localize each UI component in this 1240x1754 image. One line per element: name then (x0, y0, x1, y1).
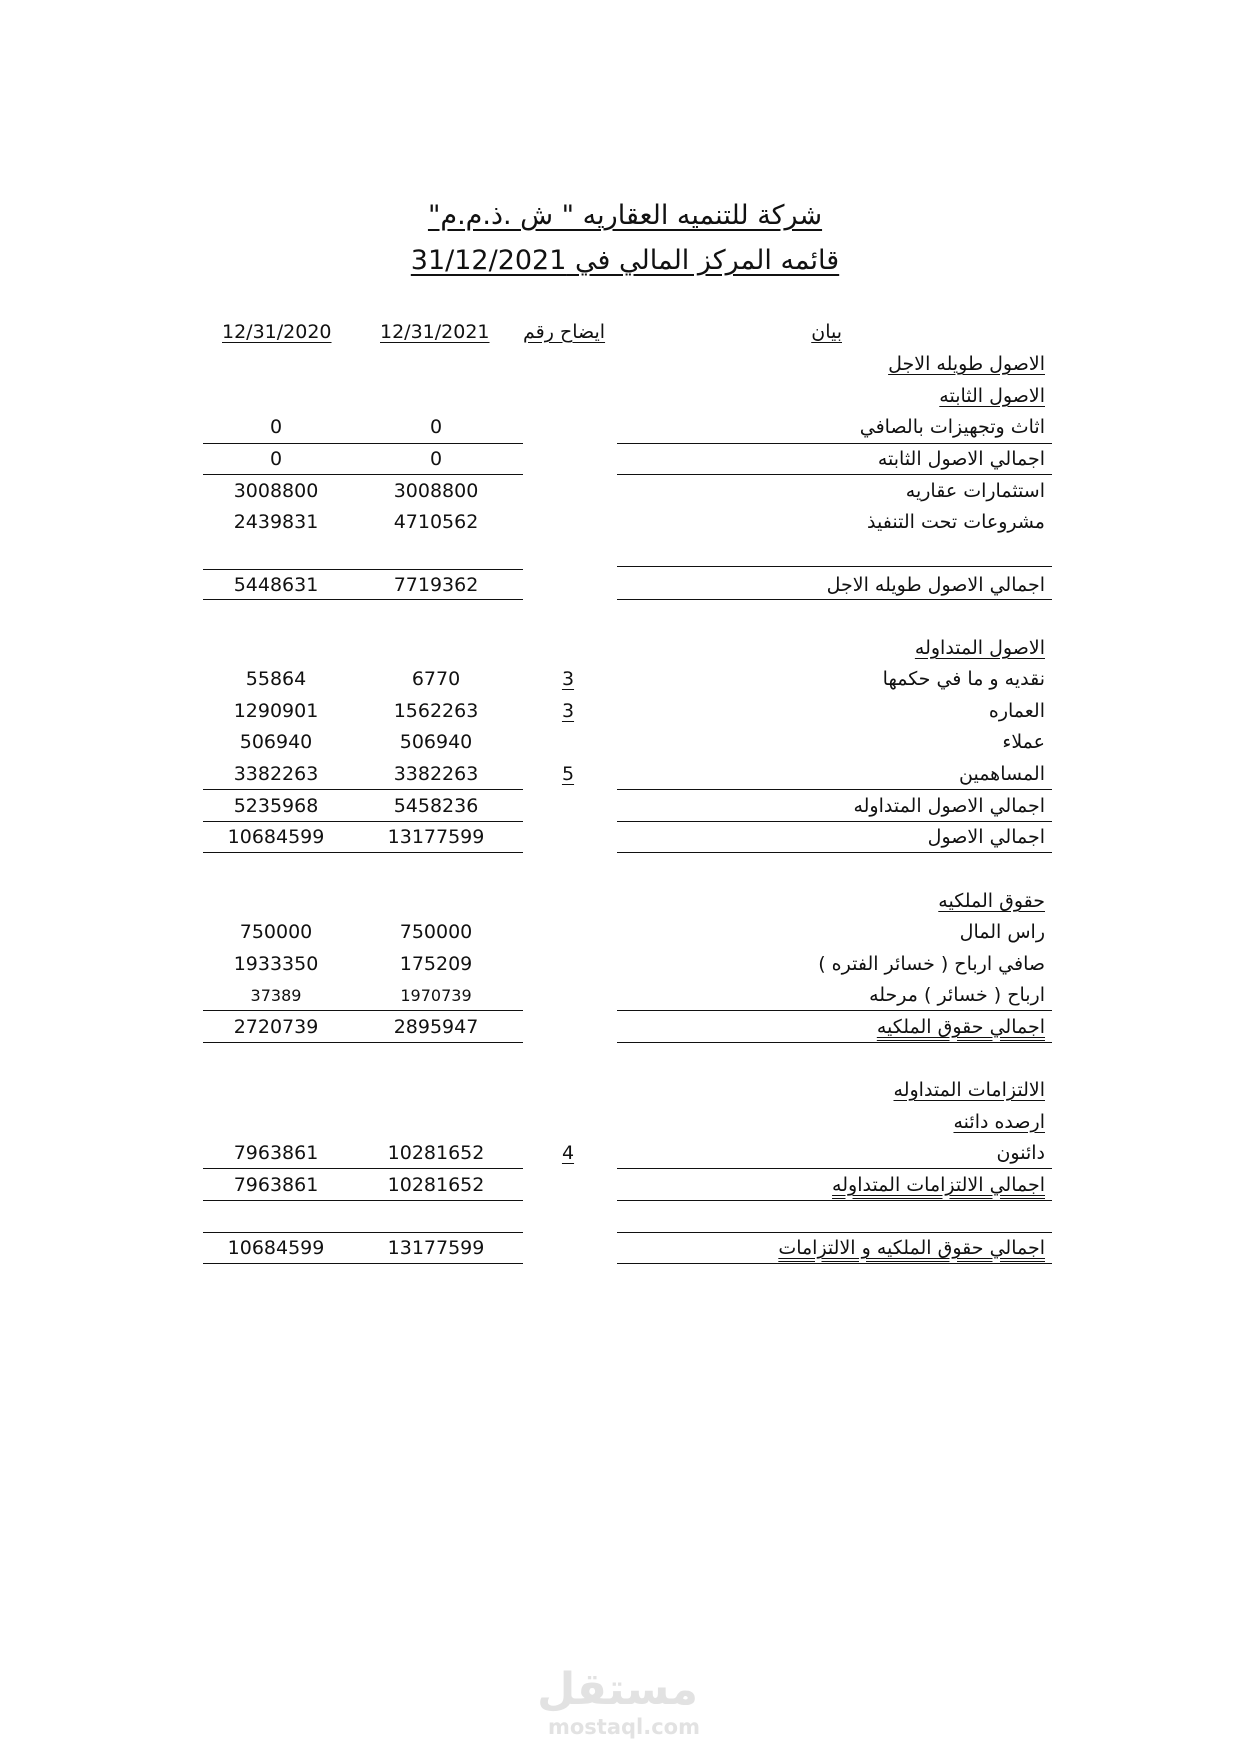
value-2020: 1933350 (233, 953, 319, 975)
row-label: الاصول الثابته (939, 385, 1045, 407)
mostaql-watermark (537, 1664, 700, 1739)
value-2020: 3008800 (233, 480, 319, 502)
row-projects-under-execution (0, 507, 1240, 539)
row-label: اجمالي الالتزامات المتداوله (832, 1174, 1045, 1196)
value-2020: 55864 (245, 668, 307, 690)
value-2021: 1970739 (400, 986, 472, 1005)
value-2021: 6770 (411, 668, 461, 690)
value-2020: 2439831 (233, 511, 319, 533)
row-real-estate-investments (0, 476, 1240, 508)
row-net-profit-period (0, 949, 1240, 981)
note-number: 4 (561, 1142, 575, 1164)
rule (617, 1200, 1052, 1201)
row-current-assets-heading (0, 633, 1240, 665)
row-label: العماره (988, 700, 1045, 722)
rule (203, 1168, 523, 1169)
value-2020: 0 (269, 416, 283, 438)
rule (203, 599, 523, 600)
value-2021: 5458236 (393, 795, 479, 817)
rule (617, 1263, 1052, 1264)
value-2020: 5448631 (233, 574, 319, 596)
watermark-latin: mostaql.com (548, 1715, 700, 1739)
row-cash (0, 664, 1240, 696)
rule (617, 599, 1052, 600)
rule (203, 852, 523, 853)
row-label: اجمالي الاصول طويله الاجل (826, 574, 1045, 596)
value-2020: 0 (269, 448, 283, 470)
value-2020: 3382263 (233, 763, 319, 785)
row-label: الاصول المتداوله (914, 637, 1045, 659)
row-customers (0, 727, 1240, 759)
row-total-fixed-assets (0, 444, 1240, 476)
row-credit-balances (0, 1107, 1240, 1139)
value-2021: 4710562 (393, 511, 479, 533)
rule (617, 474, 1052, 475)
row-label: اثاث وتجهيزات بالصافي (859, 416, 1045, 438)
rule (203, 1010, 523, 1011)
company-title-text: شركة للتنميه العقاريه " ش .ذ.م.م" (427, 200, 823, 231)
row-label: عملاء (1002, 731, 1045, 753)
value-2020: 1290901 (233, 700, 319, 722)
row-label: دائنون (996, 1142, 1045, 1164)
row-total-equity-liabilities (0, 1233, 1240, 1265)
value-2020: 37389 (250, 986, 302, 1005)
row-furniture-equipment (0, 412, 1240, 444)
row-total-long-term-assets (0, 570, 1240, 602)
row-label: صافي ارباح ( خسائر الفتره ) (818, 953, 1045, 975)
value-2020: 5235968 (233, 795, 319, 817)
row-label: مشروعات تحت التنفيذ (867, 511, 1045, 533)
rule (203, 1200, 523, 1201)
value-2021: 750000 (399, 921, 473, 943)
value-2020: 10684599 (227, 1237, 325, 1259)
rule (617, 1010, 1052, 1011)
row-label: المساهمين (959, 763, 1045, 785)
row-total-assets (0, 822, 1240, 854)
rule (617, 852, 1052, 853)
value-2020: 506940 (239, 731, 313, 753)
header-2021: 12/31/2021 (380, 321, 490, 343)
row-equity-heading (0, 886, 1240, 918)
row-label: اجمالي الاصول (927, 826, 1045, 848)
row-long-term-assets-heading (0, 349, 1240, 381)
row-total-current-assets (0, 791, 1240, 823)
rule (617, 789, 1052, 790)
header-2020: 12/31/2020 (222, 321, 332, 343)
rule (203, 474, 523, 475)
header-note: ايضاح رقم (523, 321, 606, 343)
row-label: اجمالي الاصول المتداوله (853, 795, 1045, 817)
row-total-current-liabilities (0, 1170, 1240, 1202)
row-label: اجمالي الاصول الثابته (877, 448, 1045, 470)
value-2021: 175209 (399, 953, 473, 975)
row-current-liabilities-heading (0, 1075, 1240, 1107)
company-title (0, 200, 1240, 231)
column-headers (0, 318, 1240, 348)
rule (203, 1042, 523, 1043)
note-number: 3 (561, 668, 575, 690)
row-label: استثمارات عقاريه (905, 480, 1045, 502)
value-2021: 0 (429, 416, 443, 438)
value-2021: 13177599 (387, 826, 485, 848)
value-2021: 2895947 (393, 1016, 479, 1038)
row-total-equity (0, 1012, 1240, 1044)
rule (617, 566, 1052, 567)
row-fixed-assets-heading (0, 381, 1240, 413)
value-2021: 1562263 (393, 700, 479, 722)
value-2021: 3382263 (393, 763, 479, 785)
watermark-arabic: مستقل (537, 1664, 698, 1715)
row-creditors (0, 1138, 1240, 1170)
value-2020: 750000 (239, 921, 313, 943)
value-2020: 7963861 (233, 1174, 319, 1196)
value-2021: 10281652 (387, 1174, 485, 1196)
row-label: الالتزامات المتداوله (893, 1079, 1045, 1101)
row-label: حقوق الملكيه (938, 890, 1045, 912)
row-label: راس المال (959, 921, 1045, 943)
row-retained-profit (0, 980, 1240, 1012)
value-2021: 0 (429, 448, 443, 470)
value-2021: 10281652 (387, 1142, 485, 1164)
value-2021: 7719362 (393, 574, 479, 596)
row-label: اجمالي حقوق الملكيه و الالتزامات (778, 1237, 1045, 1259)
note-number: 5 (561, 763, 575, 785)
value-2021: 13177599 (387, 1237, 485, 1259)
value-2020: 2720739 (233, 1016, 319, 1038)
row-capital (0, 917, 1240, 949)
row-label: ارباح ( خسائر ) مرحله (869, 984, 1045, 1006)
rule (617, 1042, 1052, 1043)
row-label: ارصده دائنه (953, 1111, 1045, 1133)
rule (203, 789, 523, 790)
note-number: 3 (561, 700, 575, 722)
statement-title (0, 245, 1240, 276)
row-label: الاصول طويله الاجل (888, 353, 1045, 375)
rule (203, 1263, 523, 1264)
value-2020: 7963861 (233, 1142, 319, 1164)
value-2021: 506940 (399, 731, 473, 753)
value-2021: 3008800 (393, 480, 479, 502)
value-2020: 10684599 (227, 826, 325, 848)
row-shareholders (0, 759, 1240, 791)
row-label: اجمالي حقوق الملكيه (876, 1016, 1045, 1038)
rule (617, 1168, 1052, 1169)
header-description: بيان (811, 321, 842, 343)
statement-title-text: قائمه المركز المالي في 31/12/2021 (410, 245, 840, 276)
row-label: نقديه و ما في حكمها (882, 668, 1045, 690)
row-building (0, 696, 1240, 728)
